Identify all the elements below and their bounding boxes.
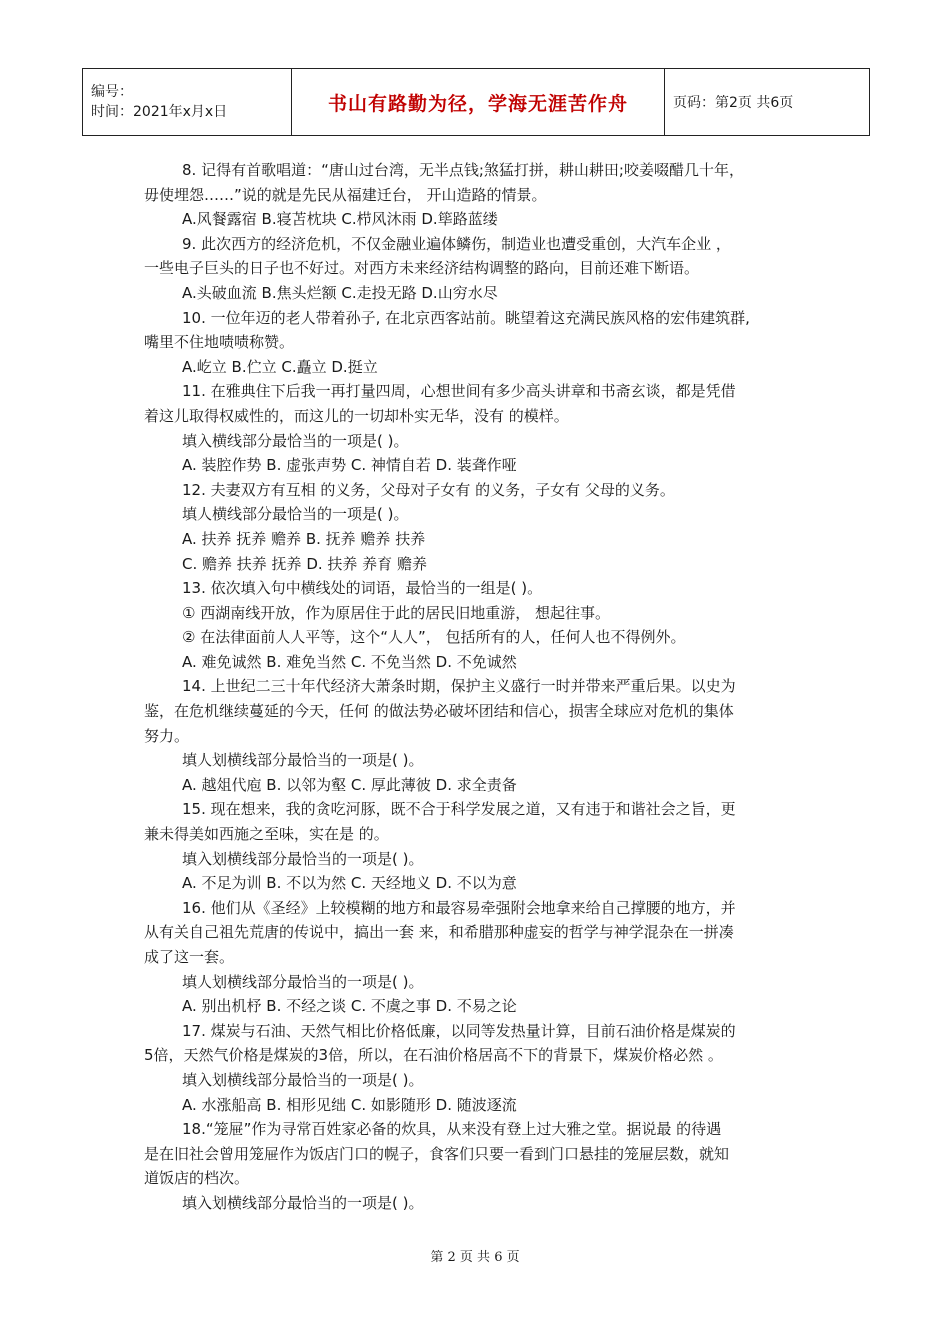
header-motto: 书山有路勤为径，学海无涯苦作舟 [292,69,665,136]
text-line: 填入划横线部分最恰当的一项是( )。 [182,849,424,868]
text-line: 嘴里不住地啧啧称赞。 [144,333,295,352]
text-line: 道饭店的档次。 [144,1169,250,1188]
text-line: 从有关自己祖先荒唐的传说中，搞出一套 来，和希腊那种虚妄的哲学与神学混杂在一拼凑 [144,923,734,942]
text-line: 填入横线部分最恰当的一项是( )。 [182,431,409,450]
text-line: 一些电子巨头的日子也不好过。对西方未来经济结构调整的路向，目前还难下断语。 [144,259,700,278]
text-line: 着这儿取得权威性的，而这儿的一切却朴实无华，没有 的模样。 [144,406,569,425]
document-body [144,158,816,1216]
text-line: A. 扶养 抚养 赡养 B. 抚养 赡养 扶养 [182,529,426,548]
number-label: 编号： [91,84,133,100]
text-line: 鉴，在危机继续蔓延的今天，任何 的做法势必破坏团结和信心，损害全球应对危机的集体 [144,702,734,721]
text-line: A. 难免诚然 B. 难免当然 C. 不免当然 D. 不免诚然 [182,652,517,671]
text-line: ② 在法律面前人人平等，这个“人人”， 包括所有的人，任何人也不得例外。 [182,628,686,647]
text-line: 填人横线部分最恰当的一项是( )。 [182,505,409,524]
text-line: 努力。 [144,726,190,745]
text-line: A. 越俎代庖 B. 以邻为壑 C. 厚此薄彼 D. 求全责备 [182,775,517,794]
page-footer: 第 2 页 共 6 页 [430,1250,520,1265]
text-line: C. 赡养 扶养 抚养 D. 扶养 养育 赡养 [182,554,427,573]
time-label: 时间：2021年x月x日 [91,104,228,120]
text-line: A. 别出机杼 B. 不经之谈 C. 不虞之事 D. 不易之论 [182,997,517,1016]
text-line: 17. 煤炭与石油、天然气相比价格低廉，以同等发热量计算，目前石油价格是煤炭的 [182,1021,736,1040]
text-line: 是在旧社会曾用笼屉作为饭店门口的幌子，食客们只要一看到门口悬挂的笼屉层数，就知 [144,1144,730,1163]
text-line: 填人划横线部分最恰当的一项是( )。 [182,751,424,770]
text-line: 12. 夫妻双方有互相 的义务，父母对子女有 的义务，子女有 父母的义务。 [182,480,675,499]
text-line: 成了这一套。 [144,948,235,966]
text-line: 填入划横线部分最恰当的一项是( )。 [182,1193,424,1212]
text-line: 毋使埋怨……”说的就是先民从福建迁台， 开山造路的情景。 [144,185,547,204]
text-line: A. 装腔作势 B. 虚张声势 C. 神情自若 D. 装聋作哑 [182,456,517,475]
text-line: 填入划横线部分最恰当的一项是( )。 [182,1070,424,1089]
text-line: 16. 他们从《圣经》上较模糊的地方和最容易牵强附会地拿来给自己撑腰的地方，并 [182,898,736,917]
text-line: A. 水涨船高 B. 相形见绌 C. 如影随形 D. 随波逐流 [182,1095,517,1114]
text-line: A.风餐露宿 B.寝苫枕块 C.栉风沐雨 D.筚路蓝缕 [182,210,498,229]
page-header [82,68,870,136]
text-line: 8. 记得有首歌唱道：“唐山过台湾，无半点钱;煞猛打拼，耕山耕田;咬姜啜醋几十年， [182,161,744,179]
text-line: 10. 一位年迈的老人带着孙子, 在北京西客站前。眺望着这充满民族风格的宏伟建筑群, [182,308,750,327]
text-line: 5倍，天然气价格是煤炭的3倍，所以，在石油价格居高不下的背景下，煤炭价格必然 。 [144,1046,723,1065]
text-line: 14. 上世纪二三十年代经济大萧条时期，保护主义盛行一时并带来严重后果。以史为 [182,677,736,696]
text-line: A. 不足为训 B. 不以为然 C. 天经地义 D. 不以为意 [182,874,517,893]
text-line: 9. 此次西方的经济危机，不仅金融业遍体鳞伤，制造业也遭受重创，大汽车企业 ， [182,234,731,253]
header-page-label: 页码：第2页 共6页 [665,69,870,136]
text-line: 兼未得美如西施之至味，实在是 的。 [144,825,389,844]
text-line: A.屹立 B.伫立 C.矗立 D.挺立 [182,357,378,376]
text-line: 15. 现在想来，我的贪吃河豚，既不合于科学发展之道，又有违于和谐社会之旨，更 [182,800,736,819]
header-meta [83,69,292,136]
text-line: 18.“笼屉”作为寻常百姓家必备的炊具，从来没有登上过大雅之堂。据说最 的待遇 [182,1120,722,1139]
text-line: ① 西湖南线开放，作为原居住于此的居民旧地重游， 想起往事。 [182,603,610,622]
text-line: 11. 在雅典住下后我一再打量四周，心想世间有多少高头讲章和书斋玄谈，都是凭借 [182,382,736,401]
text-line: 13. 依次填入句中横线处的词语，最恰当的一组是( )。 [182,579,543,598]
text-line: A.头破血流 B.焦头烂额 C.走投无路 D.山穷水尽 [182,283,498,302]
text-line: 填人划横线部分最恰当的一项是( )。 [182,972,424,991]
